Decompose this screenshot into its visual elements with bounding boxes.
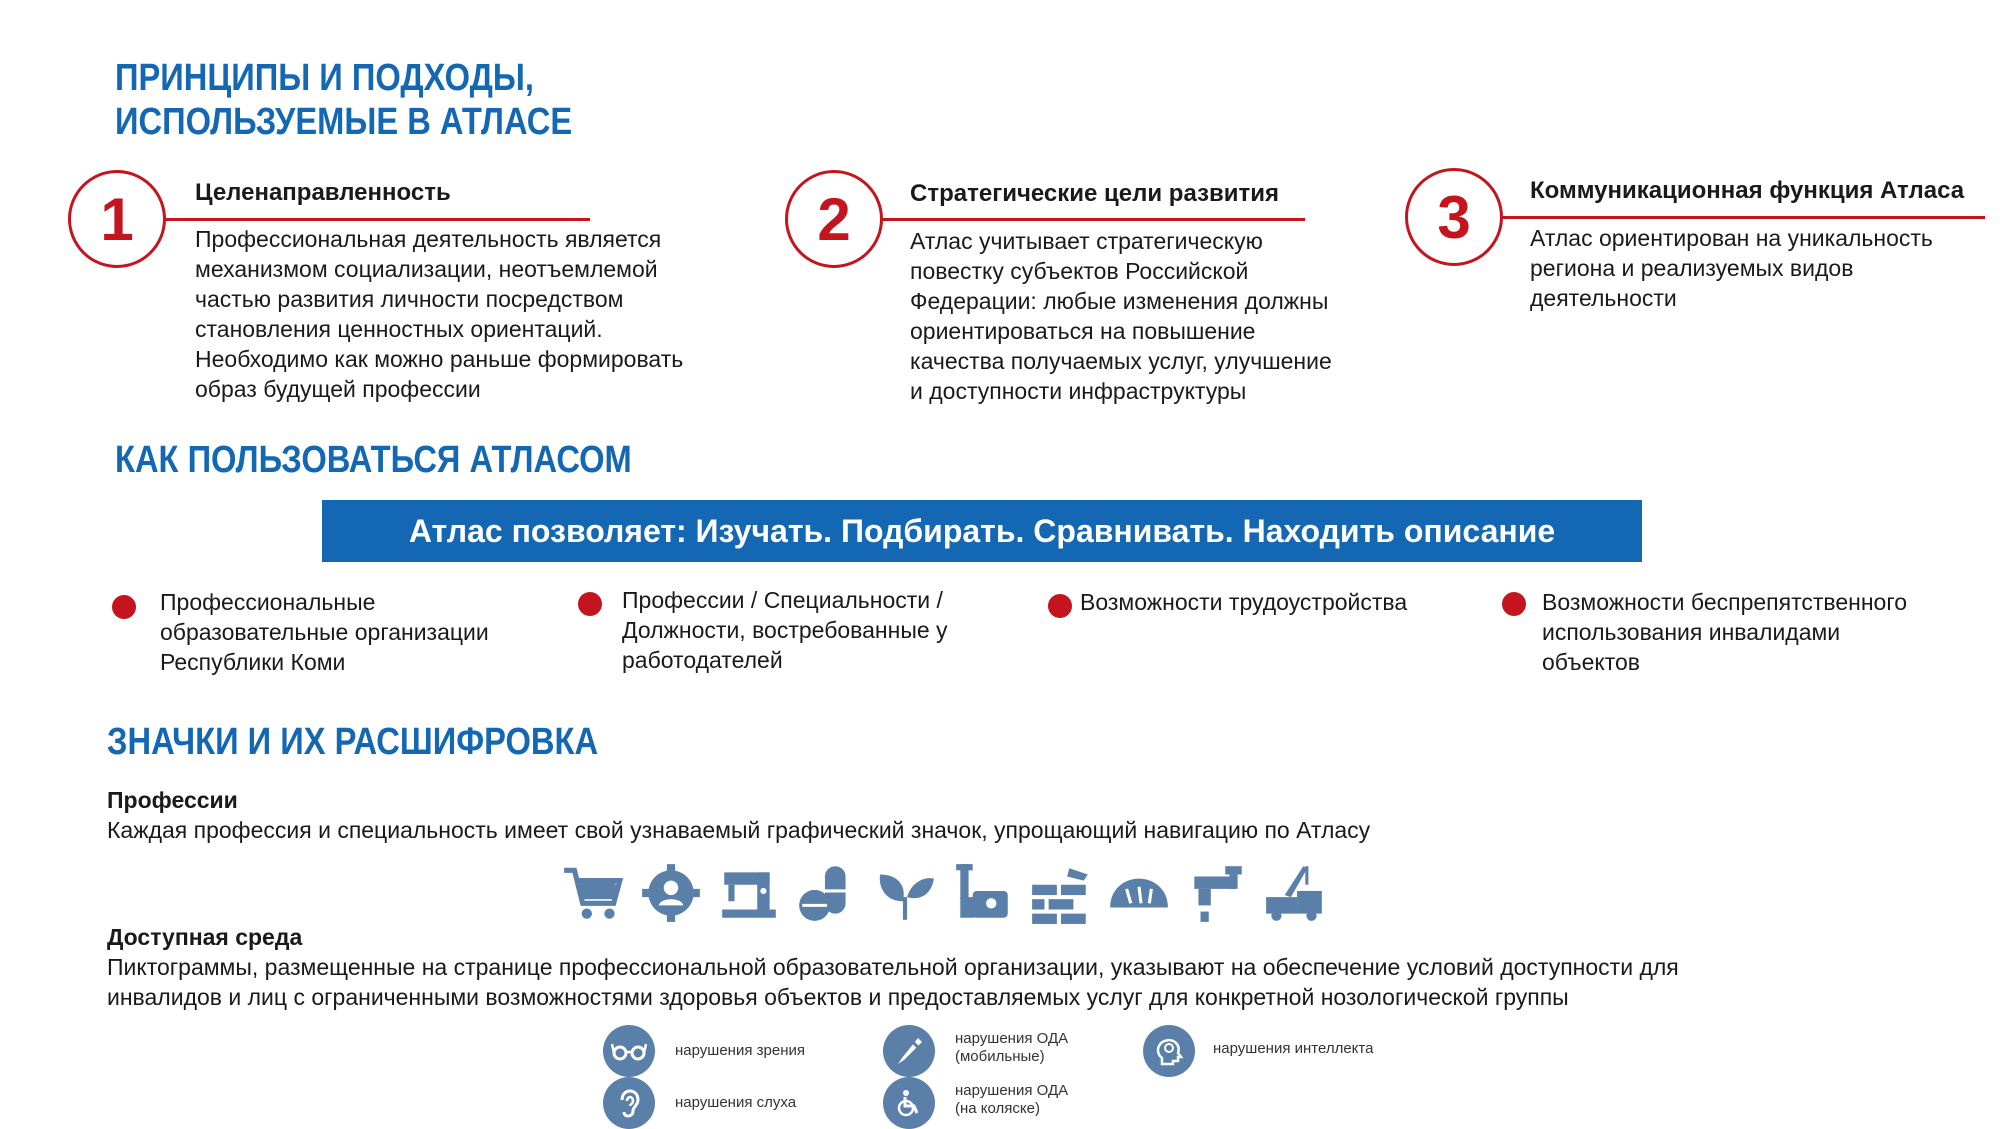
section-title-how-to-use: КАК ПОЛЬЗОВАТЬСЯ АТЛАСОМ	[115, 439, 632, 481]
principle-2-number-badge: 2	[785, 170, 883, 268]
faucet-icon	[1184, 860, 1250, 926]
shopping-cart-icon	[560, 860, 626, 926]
bricks-icon	[1028, 860, 1094, 926]
accessible-description-line-1: Пиктограммы, размещенные на странице профессиональной образовательной организации, указывают на обеспечение условий доступности для	[107, 954, 1679, 980]
bullet-item-employment: Возможности трудоустройства	[1080, 589, 1408, 615]
bullet-dot	[112, 595, 136, 619]
accessible-subtitle: Доступная среда	[107, 924, 303, 950]
bread-icon	[1106, 860, 1172, 926]
professions-description: Каждая профессия и специальность имеет свой узнаваемый графический значок, упрощающий навигацию по Атласу	[107, 817, 1371, 843]
bullet-dot	[1048, 594, 1072, 618]
crane-truck-icon	[1262, 860, 1328, 926]
section-title-principles	[115, 56, 572, 144]
profession-icons-row	[560, 860, 1360, 932]
principle-3-underline	[1495, 216, 1985, 219]
principle-1-title: Целенаправленность	[195, 179, 451, 206]
wheelchair-icon	[883, 1077, 935, 1129]
bullet-dot	[1502, 592, 1526, 616]
legend-label-oda-wheelchair: нарушения ОДА (на коляске)	[955, 1082, 1069, 1117]
principle-2-text: Атлас учитывает стратегическую повестку субъектов Российской Федерации: любые изменения должны ориентироваться на повышение качества получаемых услуг, улучшение и доступности инфраструктуры	[910, 228, 1332, 404]
legend-label-intellect: нарушения интеллекта	[1213, 1040, 1374, 1057]
professions-subtitle: Профессии	[107, 787, 238, 813]
principle-3-title: Коммуникационная функция Атласа	[1530, 177, 1965, 204]
ear-icon	[603, 1077, 655, 1129]
bullet-item-accessibility: Возможности беспрепятственного использования инвалидами объектов	[1542, 589, 1908, 675]
principle-1-text: Профессиональная деятельность является механизмом социализации, неотъемлемой частью развития личности посредством становления ценностных ориентаций. Необходимо как можно раньше формировать образ будущей профессии	[195, 226, 684, 402]
pills-icon	[794, 860, 860, 926]
principle-3-number-badge: 3	[1405, 168, 1503, 266]
principle-3-text: Атлас ориентирован на уникальность региона и реализуемых видов деятельности	[1530, 225, 1933, 311]
bullet-dot	[578, 592, 602, 616]
title-line-2: ИСПОЛЬЗУЕМЫЕ В АТЛАСЕ	[115, 101, 573, 143]
legend-label-hearing: нарушения слуха	[675, 1094, 797, 1111]
bullet-item-organizations: Профессиональные образовательные организации Республики Коми	[160, 589, 489, 675]
principle-2-underline	[875, 218, 1305, 221]
accessible-description-line-2: инвалидов и лиц с ограниченными возможностями здоровья объектов и предоставляемых услуг для конкретной нозологической группы	[107, 984, 1569, 1010]
crutch-icon	[883, 1025, 935, 1077]
plant-icon	[872, 860, 938, 926]
legend-label-vision: нарушения зрения	[675, 1042, 805, 1059]
principle-2-title: Стратегические цели развития	[910, 180, 1280, 207]
gear-person-icon	[638, 860, 704, 926]
legend-label-oda-mobile: нарушения ОДА (мобильные)	[955, 1030, 1069, 1065]
principle-1-number-badge: 1	[68, 170, 166, 268]
title-line-1: ПРИНЦИПЫ И ПОДХОДЫ,	[115, 57, 534, 99]
bullet-item-professions: Профессии / Специальности / Должности, востребованные у работодателей	[622, 587, 948, 673]
principle-1-underline	[165, 218, 590, 221]
section-title-icons: ЗНАЧКИ И ИХ РАСШИФРОВКА	[107, 721, 599, 763]
atlas-features-banner: Атлас позволяет: Изучать. Подбирать. Сравнивать. Находить описание	[322, 500, 1642, 562]
head-icon	[1143, 1025, 1195, 1077]
sewing-machine-icon	[716, 860, 782, 926]
glasses-icon	[603, 1025, 655, 1077]
mechanic-icon	[950, 860, 1016, 926]
